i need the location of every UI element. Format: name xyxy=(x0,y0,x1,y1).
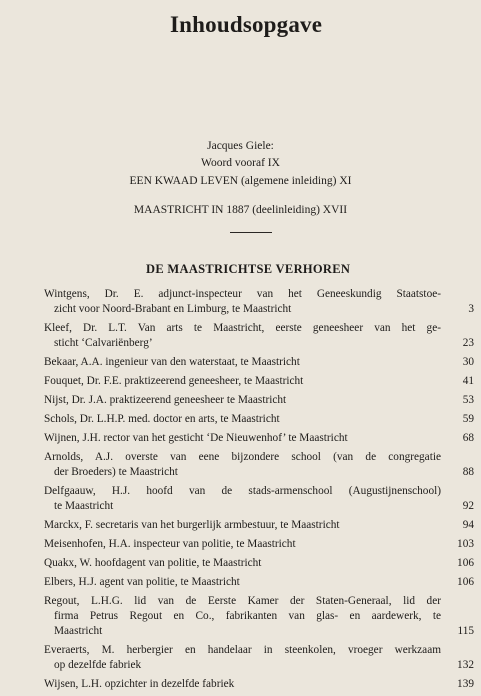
toc-entry-line: te Maastricht xyxy=(54,500,114,512)
toc-page-number: 68 xyxy=(462,432,474,444)
toc-page-number: 92 xyxy=(462,500,474,512)
toc-entry xyxy=(0,450,481,480)
toc-page-number: 139 xyxy=(457,678,474,690)
toc-entry xyxy=(0,594,481,639)
toc-entry-line: Kleef, Dr. L.T. Van arts te Maastricht, eerste geneesheer van het ge- xyxy=(44,322,441,334)
toc-entry xyxy=(0,484,481,514)
toc-entries xyxy=(0,287,481,696)
toc-page-number: 41 xyxy=(462,375,474,387)
toc-entry xyxy=(0,393,481,408)
toc-entry-line: Wintgens, Dr. E. adjunct-inspecteur van het Geneeskundig Staatstoe- xyxy=(44,288,441,300)
toc-entry-line: Everaerts, M. herbergier en handelaar in steenkolen, vroeger werkzaam xyxy=(44,644,441,656)
toc-entry-line: Elbers, H.J. agent van politie, te Maastricht xyxy=(44,576,240,588)
intro-author: Jacques Giele: xyxy=(207,140,274,152)
toc-entry-line: Regout, L.H.G. lid van de Eerste Kamer der Staten-Generaal, lid der xyxy=(44,595,441,607)
intro-general: EEN KWAAD LEVEN (algemene inleiding) XI xyxy=(129,175,352,187)
toc-entry-line: Bekaar, A.A. ingenieur van den waterstaat, te Maastricht xyxy=(44,356,300,368)
toc-page-number: 88 xyxy=(462,466,474,478)
toc-entry-line: Fouquet, Dr. F.E. praktizeerend geneesheer, te Maastricht xyxy=(44,375,304,387)
page-title: Inhoudsopgave xyxy=(170,12,323,37)
toc-entry xyxy=(0,537,481,552)
toc-entry-line: Wijnen, J.H. rector van het gesticht ‘De Nieuwenhof’ te Maastricht xyxy=(44,432,348,444)
toc-entry-line: Meisenhofen, H.A. inspecteur van politie, te Maastricht xyxy=(44,538,296,550)
divider-rule xyxy=(230,232,272,233)
toc-page-number: 106 xyxy=(457,576,474,588)
toc-entry xyxy=(0,556,481,571)
toc-entry-line: firma Petrus Regout en Co., fabrikanten van glas- en aardewerk, te xyxy=(54,610,441,622)
toc-page-number: 30 xyxy=(462,356,474,368)
toc-entry-line: der Broeders) te Maastricht xyxy=(54,466,178,478)
toc-entry xyxy=(0,412,481,427)
toc-entry-line: Marckx, F. secretaris van het burgerlijk armbestuur, te Maastricht xyxy=(44,519,340,531)
toc-entry xyxy=(0,287,481,317)
toc-page-number: 59 xyxy=(462,413,474,425)
toc-entry-line: Schols, Dr. L.H.P. med. doctor en arts, te Maastricht xyxy=(44,413,280,425)
toc-page-number: 53 xyxy=(462,394,474,406)
toc-page-number: 103 xyxy=(457,538,474,550)
intro-sub: MAASTRICHT IN 1887 (deelinleiding) XVII xyxy=(133,204,348,216)
toc-entry-line: Delfgaauw, H.J. hoofd van de stads-armenschool (Augustijnenschool) xyxy=(44,485,441,497)
toc-page-number: 115 xyxy=(457,625,474,637)
toc-entry xyxy=(0,518,481,533)
toc-entry xyxy=(0,431,481,446)
toc-entry xyxy=(0,321,481,351)
toc-entry-line: Quakx, W. hoofdagent van politie, te Maastricht xyxy=(44,557,262,569)
toc-page-number: 106 xyxy=(457,557,474,569)
intro-preface: Woord vooraf IX xyxy=(201,157,280,169)
toc-entry-line: Arnolds, A.J. overste van eene bijzondere school (van de congregatie xyxy=(44,451,441,463)
toc-entry-line: zicht voor Noord-Brabant en Limburg, te Maastricht xyxy=(54,303,292,315)
toc-entry-line: Nijst, Dr. J.A. praktizeerend geneesheer te Maastricht xyxy=(44,394,287,406)
toc-entry xyxy=(0,643,481,673)
toc-page-number: 23 xyxy=(462,337,474,349)
toc-page-number: 94 xyxy=(462,519,474,531)
toc-entry-line: op dezelfde fabriek xyxy=(54,659,142,671)
toc-entry-line: Maastricht xyxy=(54,625,103,637)
toc-entry-line: Wijsen, L.H. opzichter in dezelfde fabriek xyxy=(44,678,235,690)
toc-entry xyxy=(0,575,481,590)
toc-entry xyxy=(0,677,481,692)
toc-page-number: 132 xyxy=(457,659,474,671)
toc-page-number: 3 xyxy=(468,303,474,315)
toc-entry xyxy=(0,374,481,389)
section-heading: DE MAASTRICHTSE VERHOREN xyxy=(146,262,351,276)
toc-entry-line: sticht ‘Calvariënberg’ xyxy=(54,337,153,349)
toc-entry xyxy=(0,355,481,370)
